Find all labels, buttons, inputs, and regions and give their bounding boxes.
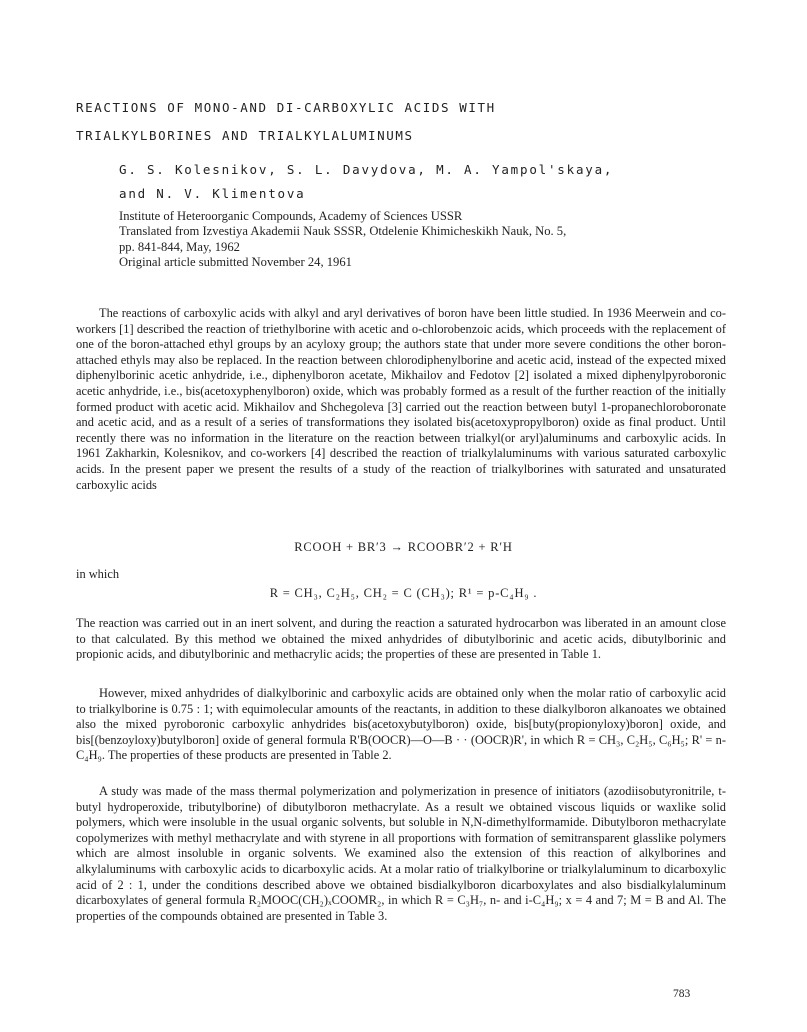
authors-line-2: and N. V. Klimentova	[119, 186, 306, 201]
article-title-line-2: TRIALKYLBORINES AND TRIALKYLALUMINUMS	[76, 128, 414, 143]
translation-source-line-2: pp. 841-844, May, 1962	[119, 239, 240, 254]
paragraph-polymerization	[76, 784, 726, 924]
submission-date: Original article submitted November 24, 1961	[119, 255, 352, 270]
substituent-definition: R = CH₃, C₂H₅, CH₂ = C (CH₃); R¹ = p-C₄H₉ .	[269, 586, 538, 600]
reaction-equation: RCOOH + BR′3 → RCOOBR′2 + R′H	[294, 540, 513, 554]
page-number: 783	[673, 988, 691, 1000]
translation-source-line-1: Translated from Izvestiya Akademii Nauk SSSR, Otdelenie Khimicheskikh Nauk, No. 5,	[119, 224, 567, 239]
in-which-label: in which	[76, 567, 120, 581]
authors-line-1: G. S. Kolesnikov, S. L. Davydova, M. A. Yampol'skaya,	[119, 162, 614, 177]
paragraph-anhydrides	[76, 686, 726, 764]
article-title-line-1: REACTIONS OF MONO-AND DI-CARBOXYLIC ACIDS WITH	[76, 100, 496, 115]
paragraph-method	[76, 616, 726, 663]
article-info	[119, 209, 719, 271]
paragraph-2: The reaction was carried out in an inert solvent, and during the reaction a saturated hydrocarbon was liberated in an amount close to that calculated. By this method we obtained the mixed anhydrides of dibutylborinic and acetic acids, dibutylborinic and propionic acids, and dibutylborinic and methacrylic acids; the properties of these are presented in Table 1.	[76, 616, 726, 662]
paragraph-intro	[76, 306, 726, 493]
paragraph-1: The reactions of carboxylic acids with alkyl and aryl derivatives of boron have been little studied. In 1936 Meerwein and co-workers [1] described the reaction of triethylborine with acetic and o-chlorobenzoic acids, which proceeds with the replacement of one of the boron-attached ethyl groups by an acyloxy group; the authors state that under more severe conditions the other boron-attached ethyls may also be replaced. In the reaction between chlorodiphenylborine and acetic acid, instead of the expected mixed diphenylborinic acetic anhydride, i.e., diphenylboron acetate, Mikhailov and Fedotov [2] isolated a mixed diphenylpyroboronic acetic anhydride, i.e., bis(acetoxyphenylboron) oxide, which was probably formed as a result of the further reaction of the initially formed product with acetic acid. Mikhailov and Shchegoleva [3] carried out the reaction between butyl 1-propanechloroboronate and acetic acid, and as a result of a series of transformations they isolated bis(acetoxypropylboron) oxide as final product. Until recently there was no information in the literature on the reaction between trialkyl(or aryl)aluminums and carboxylic acids. In 1961 Zakharkin, Kolesnikov, and co-workers [4] described the reaction of trialkylaluminums with various saturated carboxylic acids. In the present paper we present the results of a study of the reaction of trialkylborines with saturated and unsaturated carboxylic acids	[76, 306, 726, 492]
paragraph-3: However, mixed anhydrides of dialkylborinic and carboxylic acids are obtained only when the molar ratio of carboxylic acid to trialkylborine is 0.75 : 1; with equimolecular amounts of the reactants, in addition to these dialkylboron alkanoates we obtained also the mixed pyroboronic carboxylic anhydrides bis(acetoxybutylboron) oxide, bis[buty(propionyloxy)boron] oxide, and bis[(benzoyloxy)butylboron] oxide of general formula R'B(OOCR)—O—B · · (OOCR)R', in which R = CH₃, C₂H₅, C₆H₅; R' = n-C₄H₉. The properties of these products are presented in Table 2.	[76, 686, 726, 763]
paragraph-4: A study was made of the mass thermal polymerization and polymerization in presence of initiators (azodiisobutyronitrile, t-butyl hydroperoxide, tributylborine) of dibutylboron methacrylate. As a result we obtained viscous liquids or waxlike solid polymers, which were insoluble in the usual organic solvents, but soluble in N,N-dimethylformamide. Dibutylboron methacrylate copolymerizes with methyl methacrylate and with styrene in all proportions with formation of semitransparent glasslike polymers which are almost insoluble in organic solvents. We examined also the extension of this reaction of alkylborines and alkylaluminums with carboxylic acids to dicarboxylic acids. At a molar ratio of trialkylborine or trialkylaluminum to dicarboxylic acid of 2 : 1, under the conditions described above we obtained bisdialkylboron dicarboxylates and also bisdialkylaluminum dicarboxylates of general formula R₂MOOC(CH₂)ₓCOOMR₂, in which R = C₃H₇, n- and i-C₄H₉; x = 4 and 7; M = B and Al. The properties of the compounds obtained are presented in Table 3.	[76, 784, 726, 923]
affiliation: Institute of Heteroorganic Compounds, Academy of Sciences USSR	[119, 209, 463, 223]
